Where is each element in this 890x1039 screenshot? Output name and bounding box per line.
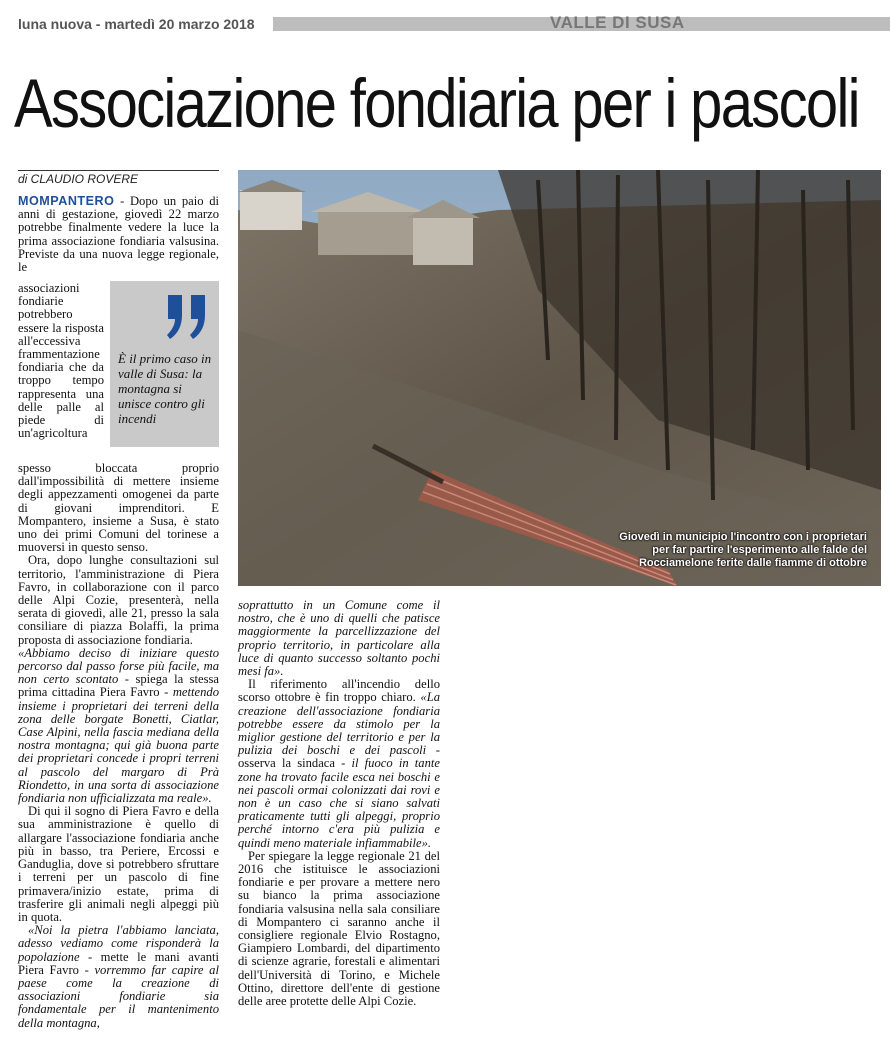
attribution: - osserva la sindaca - bbox=[238, 743, 440, 771]
paragraph: Per spiegare la legge regionale 21 del 2016 che istituisce le associazioni fondiarie e per provare a mettere nero su bianco la prima associazione fondiaria valsusina nella sala consiliare di Mompantero ci saranno anche il consigliere regionale Elvio Rostagno, Giampiero Lombardi, del dipartimento di scienze agrarie, forestali e alimentari dell'Università di Torino, e Michele Ottino, direttore dell'ente di gestione delle aree protette delle Alpi Cozie. bbox=[238, 848, 440, 1009]
article-wrap-text bbox=[18, 282, 104, 440]
dateline-kicker: MOMPANTERO bbox=[18, 194, 115, 208]
paragraph bbox=[238, 599, 440, 678]
paragraph: Di qui il sogno di Piera Favro e della sua amministrazione è quello di allargare l'associazione fondiaria anche più in basso, tra Periere, Ercossi e Ganduglia, dove si potrebbero sfruttare i terreni per un pascolo di fine primavera/inizio estate, prima di trasferire gli animali negli alpeggi più in quota. bbox=[18, 804, 219, 924]
pull-quote-box bbox=[110, 281, 219, 447]
paragraph: spesso bloccata proprio dall'impossibilità di mettere insieme degli appezzamenti omogenei da parte di giovani imprenditori. E Mompantero, insieme a Susa, è stato uno dei primi Comuni del torinese a muoversi in questo senso. bbox=[18, 461, 219, 555]
byline-rule bbox=[18, 170, 219, 171]
byline: di CLAUDIO ROVERE bbox=[18, 172, 139, 186]
paragraph bbox=[18, 924, 219, 1030]
quote-text: mettendo insieme i proprietari dei terreni della zona delle borgate Bonetti, Ciatlar, Case Alpini, nella fascia mediana della nostra montagna; qui già buona parte dei proprietari concede i propri terreni al pascolo del margaro di Prà Riondetto, in una sorta di associazione fondiaria non ufficializzata ma reale». bbox=[18, 685, 219, 806]
paragraph bbox=[238, 678, 440, 850]
quote-text: «Noi la pietra l'abbiamo lanciata, adesso vediamo come risponderà la popolazione bbox=[18, 923, 219, 964]
wrap-paragraph: associazioni fondiarie potrebbero essere la risposta all'eccessiva frammentazione fondiaria che da troppo tempo rappresenta una delle palle al piede di un'agricoltura bbox=[18, 281, 104, 441]
paragraph-text: Il riferimento all'incendio dello scorso ottobre è fin troppo chiaro. bbox=[238, 677, 440, 705]
photo-burned-slope bbox=[238, 170, 881, 586]
quote-mark-icon bbox=[164, 293, 210, 341]
headline: Associazione fondiaria per i pascoli bbox=[14, 65, 859, 142]
quote-text: «Abbiamo deciso di iniziare questo percorso dal passo forse più facile, ma non certo scontato bbox=[18, 645, 219, 687]
paragraph bbox=[18, 647, 219, 805]
quote-text: soprattutto in un Comune come il nostro, che è uno di quelli che patisce maggiormente la parcellizzazione del proprio territorio, in particolare alla luce di quanto successo soltanto pochi mesi fa». bbox=[238, 598, 440, 679]
paragraph: Ora, dopo lunghe consultazioni sul territorio, l'amministrazione di Piera Favro, in collaborazione con il parco delle Alpi Cozie, presenterà, nella serata di giovedì, alle 21, presso la sala consiliare di piazza Bolaffi, la prima proposta di associazione fondiaria. bbox=[18, 553, 219, 647]
article-column-2 bbox=[238, 599, 440, 1008]
article-intro bbox=[18, 195, 219, 274]
photo-caption: Giovedì in municipio l'incontro con i proprietari per far partire l'esperimento alle falde del Rocciamelone ferite dalle fiamme di ottobre bbox=[619, 531, 867, 569]
quote-text: «La creazione dell'associazione fondiaria potrebbe essere da stimolo per la miglior gestione del territorio e per la pulizia dei boschi e dei pascoli bbox=[238, 690, 440, 758]
quote-text: vorremmo far capire al paese come la creazione di associazioni fondiarie sia fondamentale per il mantenimento della montagna, bbox=[18, 962, 219, 1030]
intro-text: - Dopo un paio di anni di gestazione, giovedì 22 marzo potrebbe finalmente vedere la luce la prima associazione fondiaria valsusina. Previste da una nuova legge regionale, le bbox=[18, 194, 219, 275]
photo-illustration bbox=[238, 170, 881, 586]
article-column-1 bbox=[18, 462, 219, 1030]
attribution: - mette le mani avanti Piera Favro - bbox=[18, 949, 219, 977]
masthead-date: luna nuova - martedì 20 marzo 2018 bbox=[18, 16, 255, 32]
section-title: VALLE DI SUSA bbox=[550, 13, 685, 32]
pull-quote-text: È il primo caso in valle di Susa: la montagna si unisce contro gli incendi bbox=[118, 351, 212, 426]
attribution: - spiega la stessa prima cittadina Piera Favro - bbox=[18, 672, 219, 700]
quote-text: il fuoco in tante zone ha trovato facile esca nei boschi e nei pascoli ormai colonizzati dai rovi e non è un caso che si siano salvati praticamente tutti gli alpeggi, proprio perché intorno c'era più pulizia e quindi meno materiale infiammabile». bbox=[238, 756, 440, 850]
